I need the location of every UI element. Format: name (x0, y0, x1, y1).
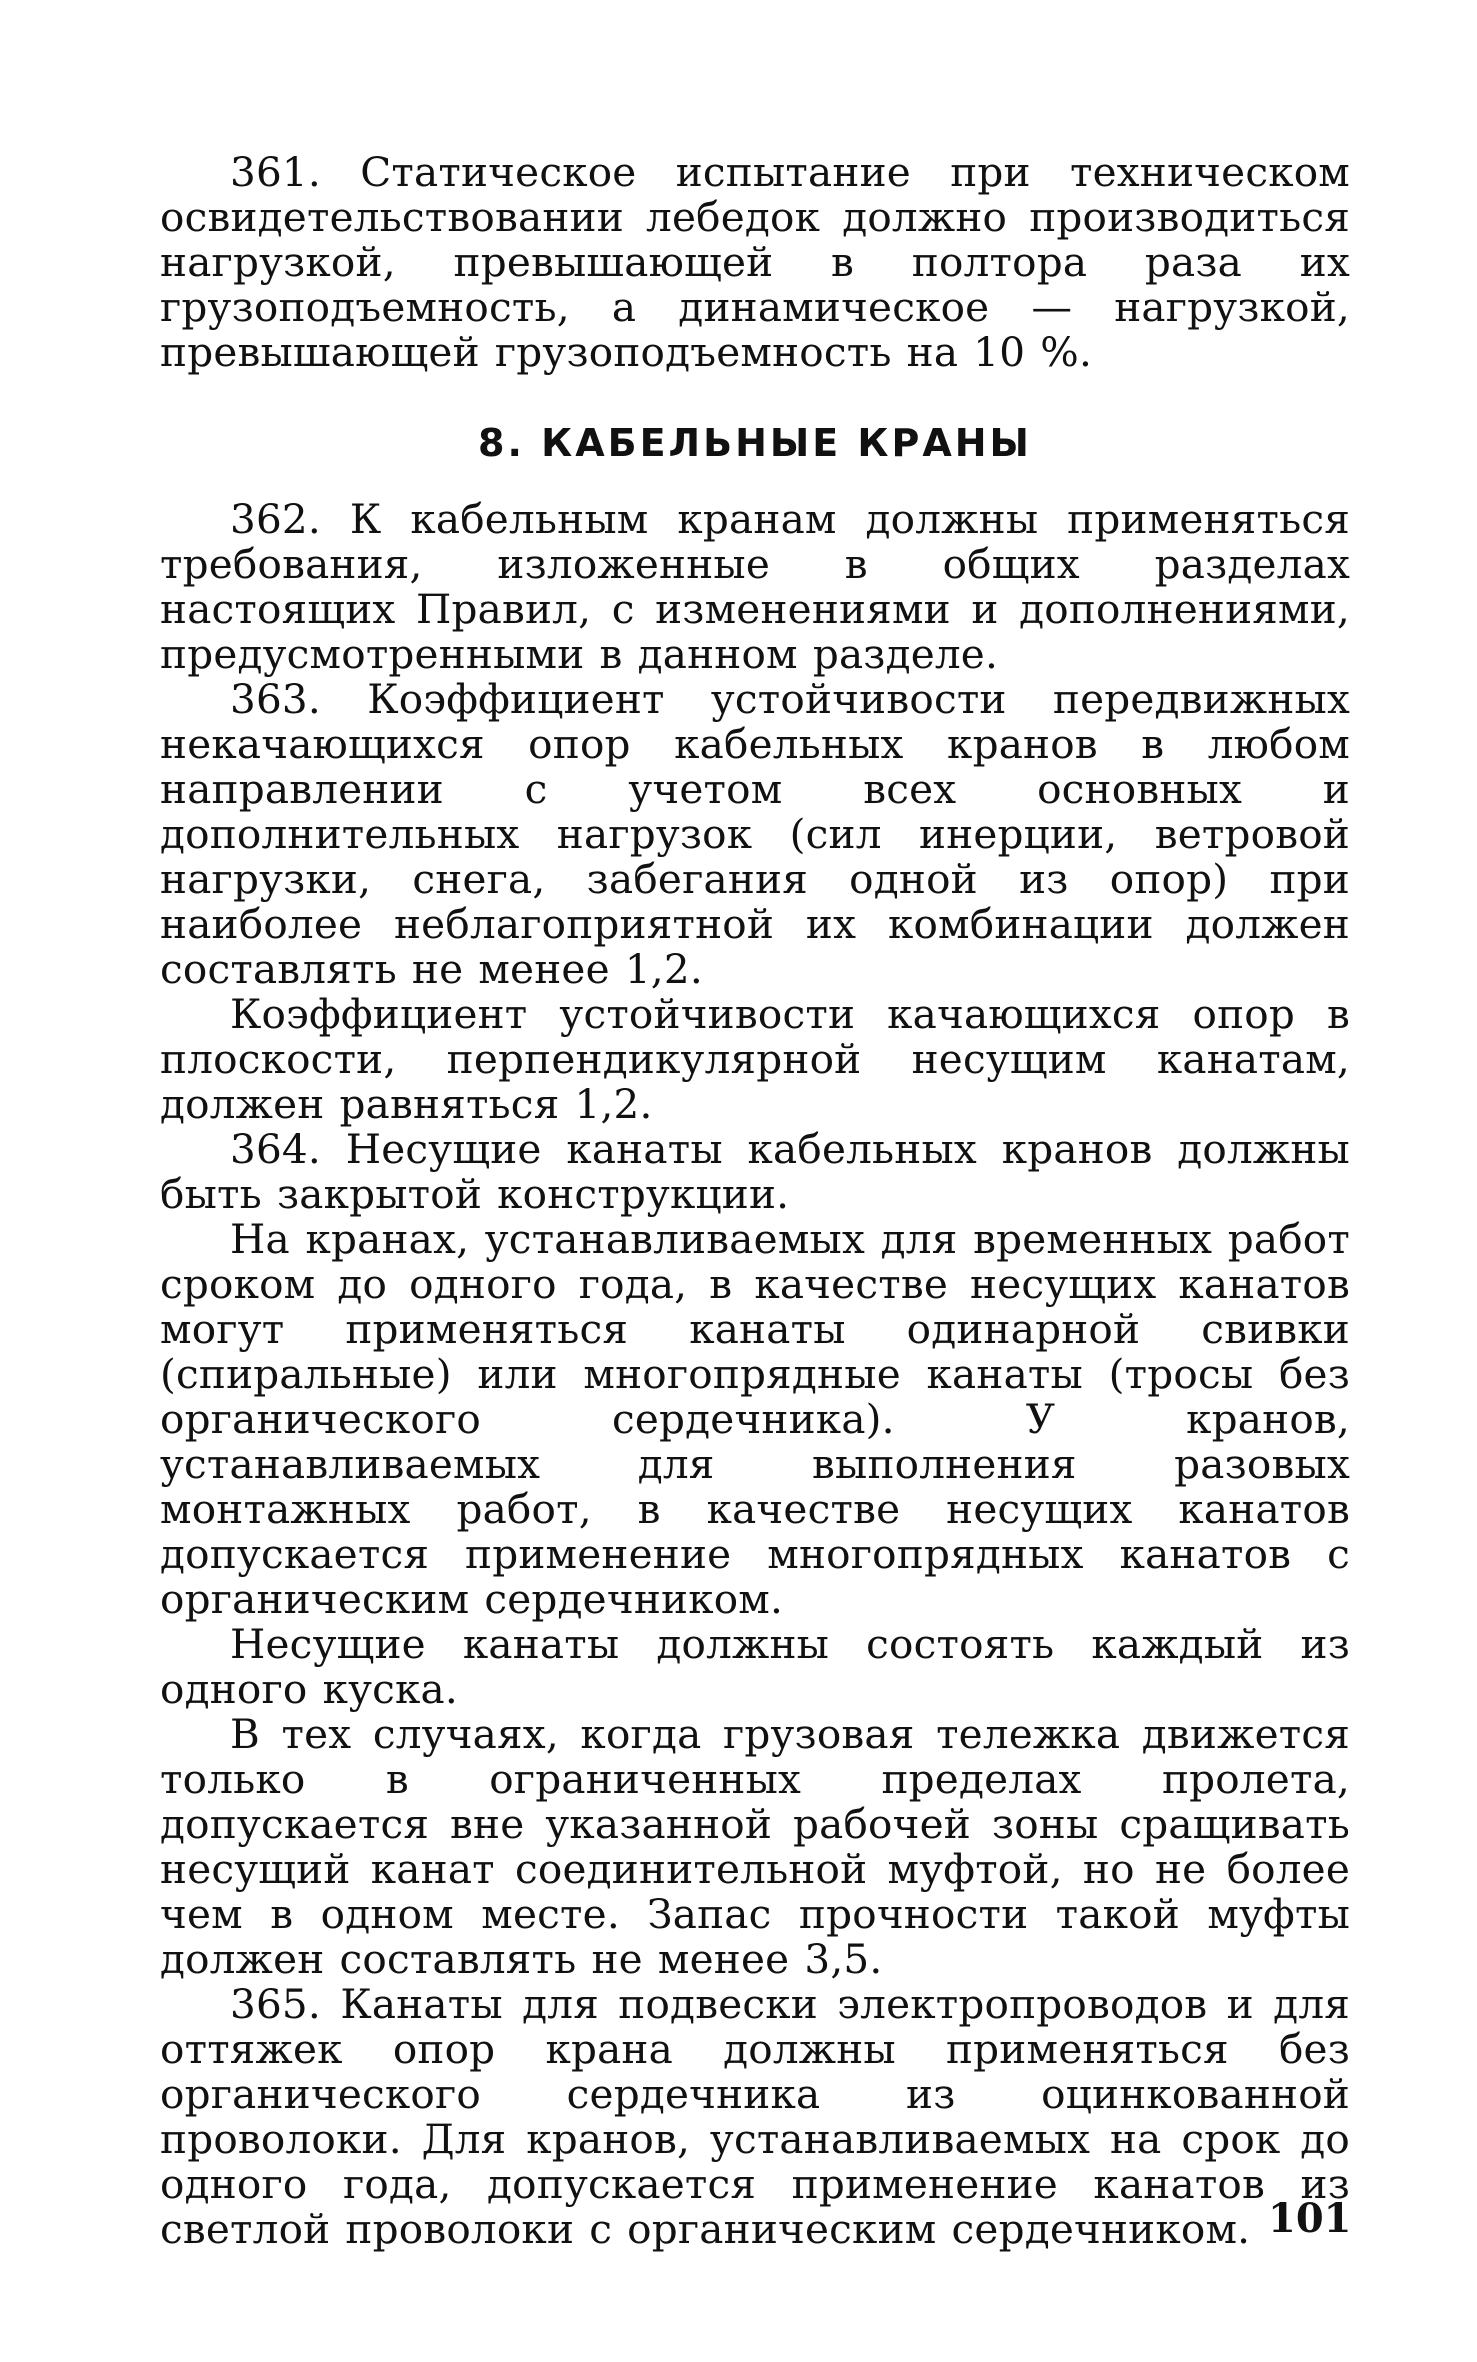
paragraph-363-continued: Коэффициент устойчивости качающихся опор в плоскости, перпендикулярной несущим канатам, должен равняться 1,2. (160, 990, 1350, 1128)
section-heading: 8. КАБЕЛЬНЫЕ КРАНЫ (478, 421, 1032, 465)
paragraph-364-single-piece: Несущие канаты должны состоять каждый из одного куска. (160, 1620, 1350, 1713)
document-page (160, 150, 1350, 2252)
paragraph-361: 361. Статическое испытание при техническом освидетельствовании лебедок должно производиться нагрузкой, превышающей в полтора раза их грузоподъемность, а динамическое — нагрузкой, превышающей грузоподъемность на 10 %. (160, 148, 1350, 376)
paragraph-365: 365. Канаты для подвески электропроводов и для оттяжек опор крана должны применяться без органического сердечника из оцинкованной проволоки. Для кранов, устанавливаемых на срок до одного года, допускается применение канатов из светлой проволоки с органическим сердечником. (160, 1980, 1350, 2253)
page-number: 101 (1268, 2195, 1352, 2242)
paragraph-364: 364. Несущие канаты кабельных кранов должны быть закрытой конструкции. (160, 1125, 1350, 1218)
paragraph-364-temporary-cranes: На кранах, устанавливаемых для временных работ сроком до одного года, в качестве несущих канатов могут применяться канаты одинарной свивки (спиральные) или многопрядные канаты (тросы без органического сердечника). У кранов, устанавливаемых для выполнения разовых монтажных работ, в качестве несущих канатов допускается применение многопрядных канатов с органическим сердечником. (160, 1215, 1350, 1623)
paragraph-364-splicing: В тех случаях, когда грузовая тележка движется только в ограниченных пределах пролета, допускается вне указанной рабочей зоны сращивать несущий канат соединительной муфтой, но не более чем в одном месте. Запас прочности такой муфты должен составлять не менее 3,5. (160, 1710, 1350, 1983)
paragraph-363: 363. Коэффициент устойчивости передвижных некачающихся опор кабельных кранов в любом направлении с учетом всех основных и дополнительных нагрузок (сил инерции, ветровой нагрузки, снега, забегания одной из опор) при наиболее неблагоприятной их комбинации должен составлять не менее 1,2. (160, 675, 1350, 993)
paragraph-362: 362. К кабельным кранам должны применяться требования, изложенные в общих разделах настоящих Правил, с изменениями и дополнениями, предусмотренными в данном разделе. (160, 495, 1350, 678)
